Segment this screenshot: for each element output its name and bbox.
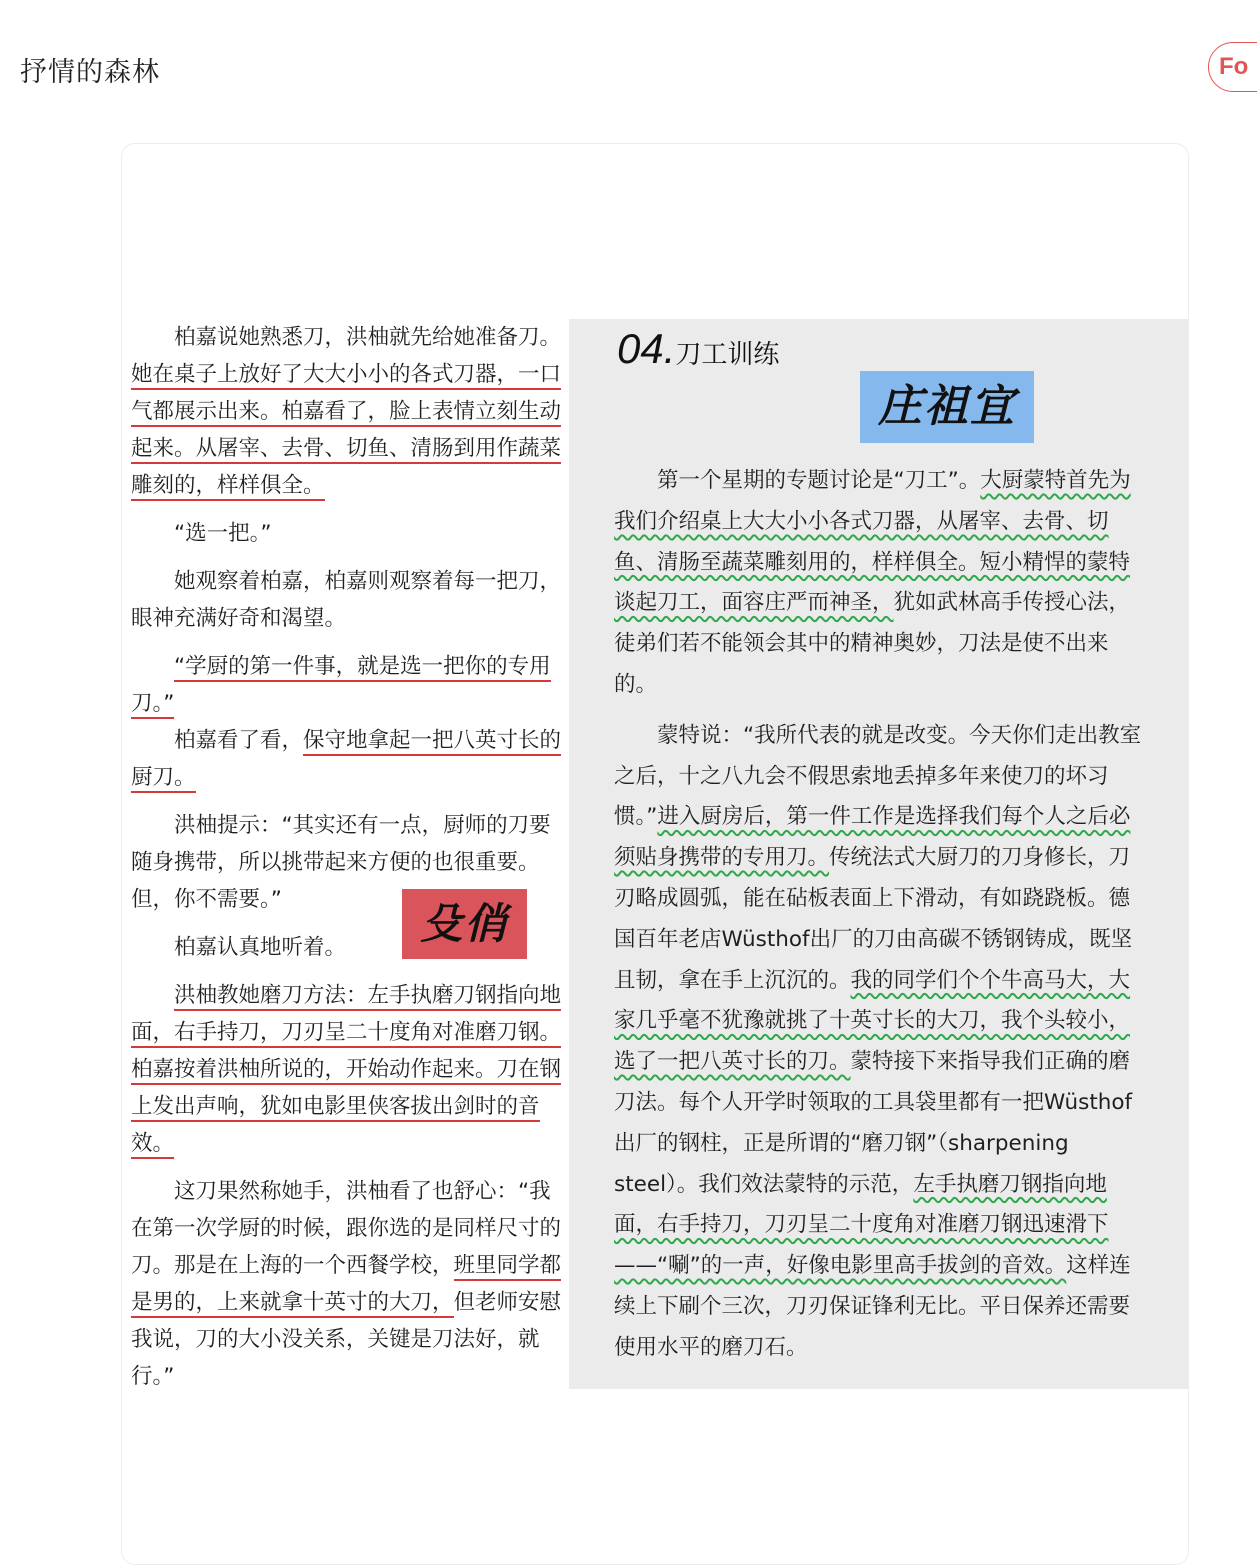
wavy-underlined-text: 进入厨房后，第一件工作是选择我们每个人之后必须贴身携带的专用刀。 — [614, 804, 1131, 871]
paragraph — [131, 1173, 567, 1395]
underlined-text: “学厨的第一件事，就是选一把你的专用刀。” — [131, 654, 551, 719]
book-page-scan — [122, 319, 1188, 1389]
underlined-text: 她在桌子上放好了大大小小的各式刀器，一口气都展示出来。柏嘉看了，脸上表情立刻生动起来。从屠宰、去骨、切鱼、清肠到用作蔬菜雕刻的，样样俱全。 — [131, 362, 561, 501]
paragraph-text: 蒙特接下来指导我们正确的磨刀法。每个人开学时领取的工具袋里都有一把Wüsthof出厂的钢柱，正是所谓的“磨刀钢”（sharpening steel）。我们效法蒙特的示范， — [614, 1049, 1133, 1197]
underlined-text: 洪柚教她磨刀方法：左手执磨刀钢指向地面，右手持刀，刀刃呈二十度角对准磨刀钢。柏嘉按着洪柚所说的，开始动作起来。刀在钢上发出声响，犹如电影里侠客拔出剑时的音效。 — [131, 983, 561, 1159]
paragraph-text: 柏嘉说她熟悉刀，洪柚就先给她准备刀。 — [174, 325, 562, 350]
paragraph — [614, 716, 1149, 1369]
paragraph: 柏嘉认真地听着。 — [174, 935, 347, 960]
section-title — [617, 325, 779, 373]
author-tag-blue: 庄祖宜 — [860, 371, 1034, 443]
paragraph-text: 第一个星期的专题讨论是“刀工”。 — [657, 468, 981, 493]
author-tag-red: 殳俏 — [402, 889, 527, 959]
paragraph-text: 这刀果然称她手，洪柚看了也舒心：“我在第一次学厨的时候，跟你选的是同样尺寸的刀。那是在上海的一个西餐学校， — [131, 1179, 562, 1278]
paragraph — [131, 722, 567, 796]
follow-button[interactable]: Fo — [1208, 42, 1257, 92]
paragraph: 洪柚提示：“其实还有一点，厨师的刀要随身携带，所以挑带起来方便的也很重要。但，你不需要。” — [131, 813, 551, 912]
paragraph: “选一把。” — [174, 521, 272, 546]
paragraph-text: 这样连续上下刷个三次，刀刃保证锋利无比。平日保养还需要使用水平的磨刀石。 — [614, 1253, 1131, 1360]
paragraph-text: 蒙特说：“我所代表的就是改变。今天你们走出教室之后，十之八九会不假思索地丢掉多年来使刀的坏习惯。” — [614, 722, 1142, 830]
top-bar — [0, 0, 1257, 130]
memoir-text — [614, 461, 1149, 1379]
wavy-underlined-text: 我的同学们个个牛高马大，大家几乎毫不犹豫就挑了十英寸长的大刀，我个头较小，选了一把八英寸长的刀。 — [614, 967, 1131, 1075]
paragraph — [131, 648, 567, 722]
wavy-underlined-text: 大厨蒙特首先为我们介绍桌上大大小小各式刀器，从屠宰、去骨、切鱼、清肠至蔬菜雕刻用的，样样俱全。短小精悍的蒙特谈起刀工，面容庄严而神圣， — [614, 468, 1131, 616]
underlined-text: 班里同学都是男的，上来就拿十英寸的大刀， — [131, 1253, 561, 1318]
section-title-text: 刀工训练 — [675, 340, 780, 370]
paragraph — [614, 461, 1149, 706]
memoir-excerpt-panel — [569, 319, 1188, 1389]
paragraph — [131, 977, 567, 1162]
paragraph-text: 传统法式大厨刀的刀身修长，刀刃略成圆弧，能在砧板表面上下滑动，有如跷跷板。德国百年老店Wüsthof出厂的刀由高碳不锈钢铸成，既坚且韧，拿在手上沉沉的。 — [614, 845, 1133, 993]
paragraph — [131, 319, 567, 504]
post-image-card[interactable] — [121, 143, 1189, 1565]
section-number: 04. — [617, 325, 676, 372]
paragraph-text: 柏嘉看了看， — [174, 728, 304, 753]
wavy-underlined-text: 左手执磨刀钢指向地面，右手持刀，刀刃呈二十度角对准磨刀钢迅速滑下——“唰”的一声，好像电影里高手拔剑的音效。 — [614, 1171, 1109, 1279]
paragraph-text: 犹如武林高手传授心法，徒弟们若不能领会其中的精神奥妙，刀法是使不出来的。 — [614, 590, 1131, 697]
author-name[interactable]: 抒情的森林 — [20, 57, 160, 88]
paragraph: 她观察着柏嘉，柏嘉则观察着每一把刀，眼神充满好奇和渴望。 — [131, 569, 562, 631]
novel-excerpt-column — [131, 319, 567, 1406]
underlined-text: 保守地拿起一把八英寸长的厨刀。 — [131, 728, 561, 793]
paragraph-text: 但老师安慰我说，刀的大小没关系，关键是刀法好，就行。” — [131, 1290, 562, 1389]
